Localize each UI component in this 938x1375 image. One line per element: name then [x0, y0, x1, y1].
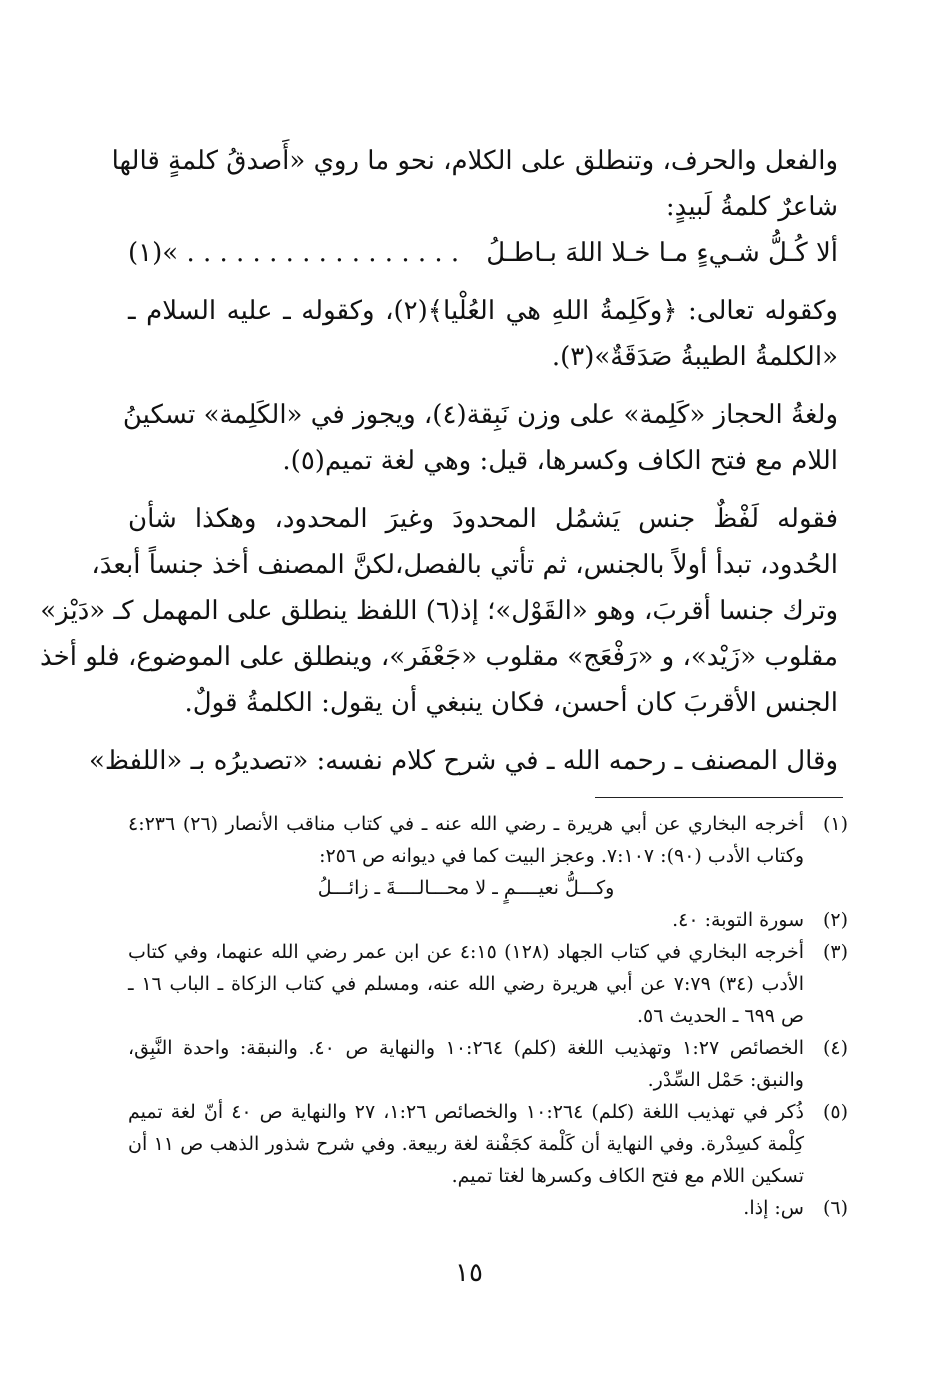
footnote-number: (٣)	[822, 941, 848, 963]
footnote-number: (٢)	[822, 909, 848, 931]
footnote-line: أخرجه البخاري في كتاب الجهاد (١٢٨) ٤:١٥ عن ابن عمر رضي الله عنهما، وفي كتاب	[128, 941, 804, 963]
footnote-1	[128, 808, 848, 904]
footnote-line: الأدب (٣٤) ٧:٧٩ عن أبي هريرة رضي الله عنه، ومسلم في كتاب الزكاة ـ الباب ١٦ ـ	[128, 973, 804, 995]
text-line-9: وترك جنسا أقربَ، وهو «القَوْل»؛ إذ(٦) اللفظ ينطلق على المهمل كـ «دَيْز»	[40, 596, 838, 626]
text-line-8: الحُدود، تبدأ أولاً بالجنس، ثم تأتي بالفصل،لكنَّ المصنف أخذ جنساً أبعدَ،	[91, 550, 838, 580]
footnote-number: (٥)	[822, 1101, 848, 1123]
footnote-divider	[595, 797, 843, 798]
text-line-6: اللام مع فتح الكاف وكسرها، قيل: وهي لغة تميم(٥).	[282, 446, 838, 476]
main-text	[40, 138, 838, 784]
page-number: ١٥	[455, 1258, 483, 1288]
footnote-line: س: إذا.	[743, 1197, 804, 1219]
footnotes	[128, 808, 848, 1224]
footnote-6	[128, 1192, 848, 1224]
text-line-5: ولغةُ الحجاز «كَلِمة» على وزن نَبِقة(٤)، ويجوز في «الكَلِمة» تسكينُ	[122, 400, 838, 430]
text-line-11: الجنس الأقربَ كان أحسن، فكان ينبغي أن يقول: الكلمةُ قولٌ.	[184, 688, 838, 718]
text-line-10: مقلوب «زَيْد»، و «رَفْعَج» مقلوب «جَعْفَر»، وينطلق على الموضوع، فلو أخذ	[40, 642, 838, 672]
footnote-5	[128, 1096, 848, 1192]
footnote-line: سورة التوبة: ٤٠.	[672, 909, 804, 931]
footnote-number: (١)	[822, 813, 848, 835]
text-line-12: وقال المصنف ـ رحمه الله ـ في شرح كلام نفسه: «تصديرُه بـ «اللفظ»	[88, 746, 838, 776]
verse-ellipsis: . . . . . . . . . . . . . . . . . »(١)	[128, 238, 460, 268]
footnote-number: (٦)	[822, 1197, 848, 1219]
footnote-line: أخرجه البخاري عن أبي هريرة ـ رضي الله عنه ـ في كتاب مناقب الأنصار (٢٦) ٤:٢٣٦	[128, 813, 804, 835]
verse-text: ألا كُـلُّ شـيءٍ مـا خـلا اللهَ بـاطـلُ	[486, 238, 838, 268]
footnote-3	[128, 936, 848, 1032]
footnote-line: تسكين اللام مع فتح الكاف وكسرها لغتا تميم.	[451, 1165, 804, 1187]
footnote-line: ص ٦٩٩ ـ الحديث ٥٦.	[636, 1005, 804, 1027]
footnote-line: كِلْمة كسِدْرة. وفي النهاية أن كَلْمة كجَفْنة لغة ربيعة. وفي شرح شذور الذهب ص ١١ أن	[128, 1133, 804, 1155]
footnote-line: وكتاب الأدب (٩٠): ٧:١٠٧. وعجز البيت كما في ديوانه ص ٢٥٦:	[319, 845, 804, 867]
footnote-4	[128, 1032, 848, 1096]
text-line-1: والفعل والحرف، وتنطلق على الكلام، نحو ما روي «أَصدقُ كلمةٍ قالها	[111, 146, 838, 176]
footnote-line: ذُكر في تهذيب اللغة (كلم) ١٠:٢٦٤ والخصائص ١:٢٦، ٢٧ والنهاية ص ٤٠ أنّ لغة تميم	[128, 1101, 805, 1123]
footnote-2	[128, 904, 848, 936]
text-line-4: «الكلمةُ الطيبةُ صَدَقَةٌ»(٣).	[551, 342, 838, 372]
footnote-number: (٤)	[822, 1037, 848, 1059]
footnote-line: والنبق: حَمْل السِّدْر.	[647, 1069, 804, 1091]
text-line-7: فقوله لَفْظٌ جنس يَشمُل المحدودَ وغيرَ المحدود، وهكذا شأن	[128, 504, 838, 534]
footnote-verse: وكـــلُّ نعيــــمٍ ـ لا محـــالــــةَ ـ زائـــلُ	[317, 877, 615, 899]
poetry-verse	[128, 230, 838, 276]
footnote-line: الخصائص ١:٢٧ وتهذيب اللغة (كلم) ١٠:٢٦٤ والنهاية ص ٤٠. والنبقة: واحدة النَّبِق،	[128, 1037, 804, 1059]
text-line-3: وكقوله تعالى: ﴿وكَلِمةُ اللهِ هي العُلْيا﴾(٢)، وكقوله ـ عليه السلام ـ	[128, 296, 838, 326]
text-line-2: شاعرٌ كلمةُ لَبيدٍ:	[665, 192, 838, 222]
